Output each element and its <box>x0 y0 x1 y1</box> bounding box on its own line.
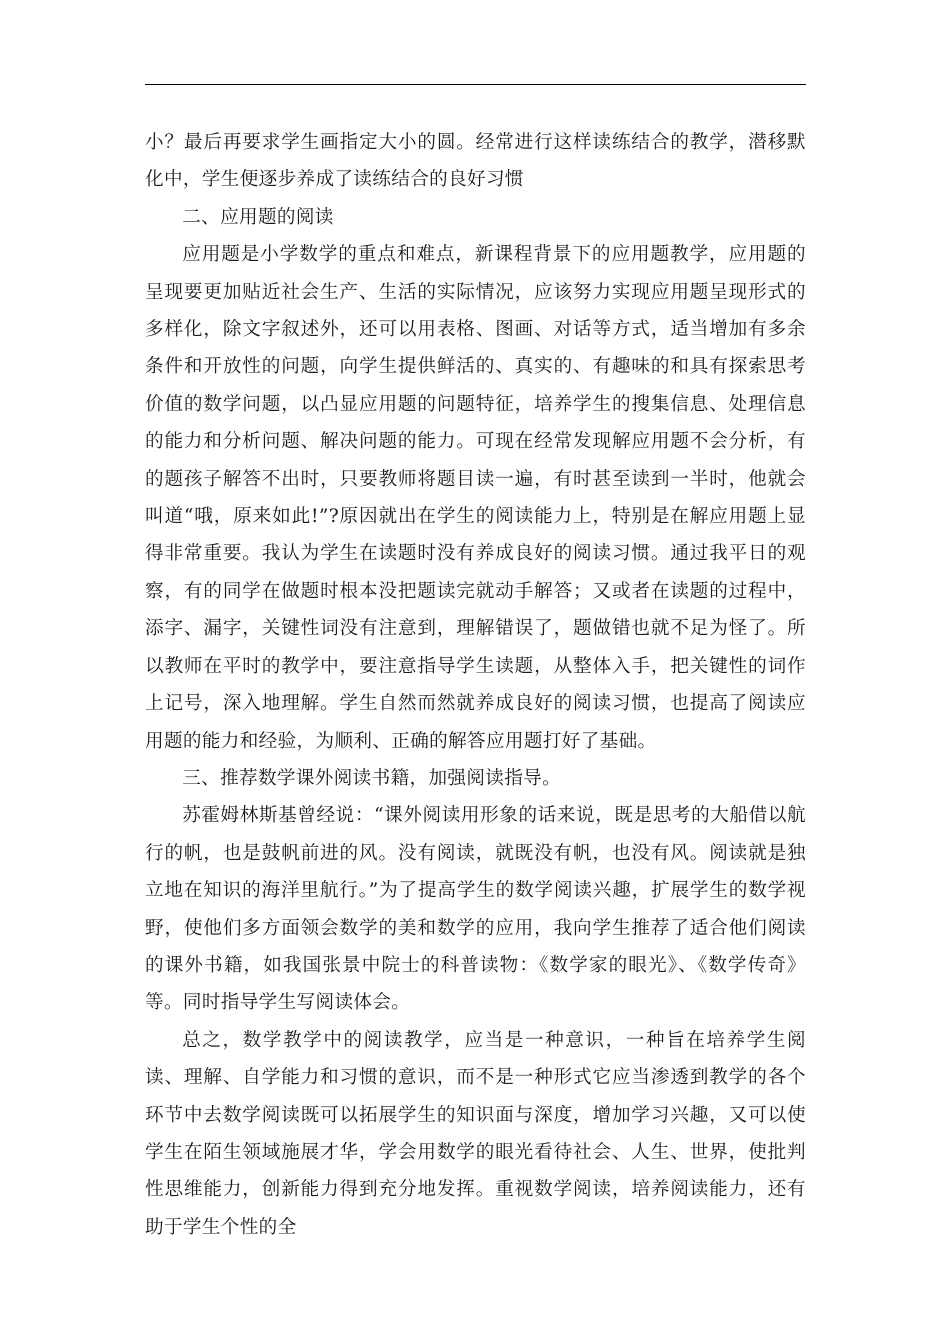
section-heading-recommended-reading: 三、推荐数学课外阅读书籍，加强阅读指导。 <box>182 767 562 789</box>
header-rule <box>145 84 806 85</box>
paragraph-continuation: 小？最后再要求学生画指定大小的圆。经常进行这样读练结合的教学，潜移默化中，学生便逐步养成了读练结合的良好习惯 <box>145 132 806 191</box>
section-heading-word-problems: 二、应用题的阅读 <box>182 206 334 228</box>
paragraph-word-problems: 应用题是小学数学的重点和难点，新课程背景下的应用题教学，应用题的呈现要更加贴近社会生产、生活的实际情况，应该努力实现应用题呈现形式的多样化，除文字叙述外，还可以用表格、图画、对话等方式，适当增加有多余条件和开放性的问题，向学生提供鲜活的、真实的、有趣味的和具有探索思考价值的数学问题，以凸显应用题的问题特征，培养学生的搜集信息、处理信息的能力和分析问题、解决问题的能力。可现在经常发现解应用题不会分析，有的题孩子解答不出时，只要教师将题目读一遍，有时甚至读到一半时，他就会叫道“哦，原来如此!”?原因就出在学生的阅读能力上，特别是在解应用题上显得非常重要。我认为学生在读题时没有养成良好的阅读习惯。通过我平日的观察，有的同学在做题时根本没把题读完就动手解答；又或者在读题的过程中，添字、漏字，关键性词没有注意到，理解错误了，题做错也就不足为怪了。所以教师在平时的教学中，要注意指导学生读题，从整体入手，把关键性的词作上记号，深入地理解。学生自然而然就养成良好的阅读习惯，也提高了阅读应用题的能力和经验，为顺利、正确的解答应用题打好了基础。 <box>145 244 806 752</box>
paragraph-recommended-reading: 苏霍姆林斯基曾经说：“课外阅读用形象的话来说，既是思考的大船借以航行的帆，也是鼓帆前进的风。没有阅读，就既没有帆，也没有风。阅读就是独立地在知识的海洋里航行。”为了提高学生的数学阅读兴趣，扩展学生的数学视野，使他们多方面领会数学的美和数学的应用，我向学生推荐了适合他们阅读的课外书籍，如我国张景中院士的科普读物：《数学家的眼光》、《数学传奇》等。同时指导学生写阅读体会。 <box>145 805 806 1014</box>
document-body <box>145 124 806 1246</box>
paragraph-conclusion: 总之，数学教学中的阅读教学，应当是一种意识，一种旨在培养学生阅读、理解、自学能力和习惯的意识，而不是一种形式它应当渗透到教学的各个环节中去数学阅读既可以拓展学生的知识面与深度，增加学习兴趣，又可以使学生在陌生领域施展才华，学会用数学的眼光看待社会、人生、世界，使批判性思维能力，创新能力得到充分地发挥。重视数学阅读，培养阅读能力，还有助于学生个性的全 <box>145 1029 806 1238</box>
